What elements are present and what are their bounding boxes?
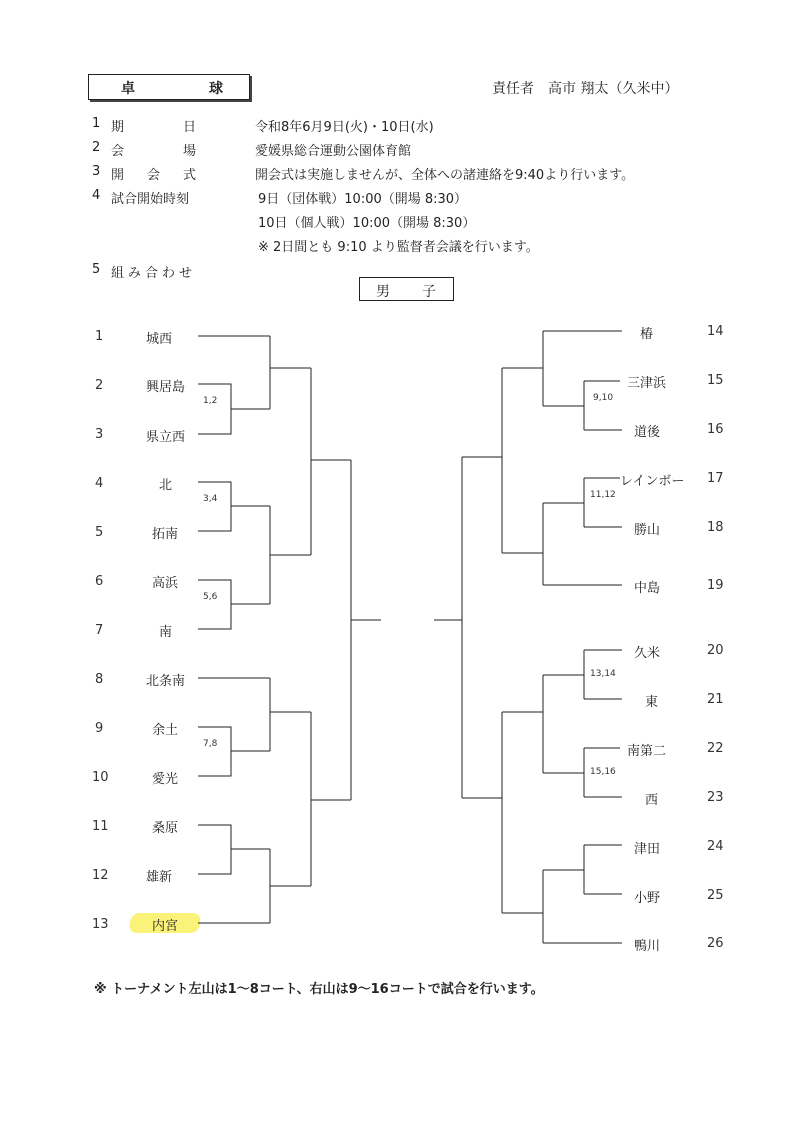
seed-number: 13: [92, 917, 109, 932]
team-name: 興居島: [146, 380, 186, 395]
seed-number: 23: [707, 790, 724, 805]
seed-number: 8: [95, 672, 104, 687]
seed-number: 10: [92, 770, 109, 785]
team-name: 内宮: [152, 919, 179, 934]
info-num-2: 2: [92, 140, 101, 155]
team-name: 椿: [640, 327, 654, 342]
court-label: 5,6: [203, 592, 218, 602]
info-label-bracket: 組み合わせ: [111, 266, 197, 281]
team-name: 勝山: [634, 523, 661, 538]
info-label-date-2: 日: [183, 120, 197, 135]
responsible-person: 責任者 高市 翔太（久米中）: [492, 81, 679, 97]
seed-number: 19: [707, 578, 724, 593]
team-name: 雄新: [146, 870, 173, 885]
sport-title-right: 球: [209, 81, 223, 97]
seed-number: 22: [707, 741, 724, 756]
team-name: 久米: [634, 646, 661, 661]
seed-number: 4: [95, 476, 104, 491]
team-name: 拓南: [152, 527, 179, 542]
court-label: 13,14: [590, 669, 616, 679]
team-name: 中島: [634, 581, 661, 596]
seed-number: 7: [95, 623, 104, 638]
bracket-line: [198, 580, 231, 629]
team-name: 津田: [634, 842, 661, 857]
seed-number: 20: [707, 643, 724, 658]
info-label-date-1: 期: [111, 120, 125, 135]
seed-number: 9: [95, 721, 104, 736]
team-name: 南第二: [627, 744, 667, 759]
info-label-start-time: 試合開始時刻: [111, 192, 190, 207]
bracket-line: [198, 727, 231, 776]
info-label-ceremony-2: 会: [147, 168, 161, 183]
seed-number: 24: [707, 839, 724, 854]
team-name: 県立西: [146, 430, 186, 445]
info-value-date: 令和8年6月9日(火)・10日(水): [255, 120, 434, 135]
info-label-venue-2: 場: [183, 144, 197, 159]
info-label-ceremony-1: 開: [111, 168, 125, 183]
team-name: 南: [159, 625, 173, 640]
court-label: 3,4: [203, 494, 218, 504]
team-name: 桑原: [152, 821, 179, 836]
sport-title-left: 卓: [121, 81, 135, 97]
team-name: 三津浜: [627, 376, 667, 391]
info-num-1: 1: [92, 116, 101, 131]
seed-number: 6: [95, 574, 104, 589]
seed-number: 5: [95, 525, 104, 540]
team-name: 鴨川: [634, 939, 661, 954]
info-num-4: 4: [92, 188, 101, 203]
seed-number: 12: [92, 868, 109, 883]
team-name: 余土: [152, 723, 179, 738]
court-label: 1,2: [203, 396, 218, 406]
team-name: レインボー: [620, 474, 685, 489]
court-label: 11,12: [590, 490, 616, 500]
division-left: 男: [376, 284, 390, 300]
info-value-ceremony: 開会式は実施しませんが、全体への諸連絡を9:40より行います。: [255, 168, 635, 183]
team-name: 道後: [634, 425, 661, 440]
seed-number: 1: [95, 329, 104, 344]
info-label-ceremony-3: 式: [183, 168, 197, 183]
team-name: 高浜: [152, 576, 179, 591]
seed-number: 3: [95, 427, 104, 442]
seed-number: 15: [707, 373, 724, 388]
bracket-line: [198, 482, 231, 531]
info-value-start-day1: 9日（団体戦）10:00（開場 8:30）: [258, 192, 468, 207]
seed-number: 11: [92, 819, 109, 834]
court-label: 7,8: [203, 739, 218, 749]
bracket-line: [198, 384, 231, 434]
seed-number: 21: [707, 692, 724, 707]
seed-number: 16: [707, 422, 724, 437]
seed-number: 26: [707, 936, 724, 951]
court-label: 9,10: [593, 393, 614, 403]
info-note-meeting: ※ 2日間とも 9:10 より監督者会議を行います。: [258, 240, 539, 255]
team-name: 西: [645, 793, 659, 808]
seed-number: 18: [707, 520, 724, 535]
team-name: 愛光: [152, 772, 179, 787]
team-name: 城西: [146, 332, 173, 347]
info-value-venue: 愛媛県総合運動公園体育館: [255, 144, 412, 159]
seed-number: 14: [707, 324, 724, 339]
info-value-start-day2: 10日（個人戦）10:00（開場 8:30）: [258, 216, 476, 231]
footer-note: ※ トーナメント左山は1～8コート、右山は9～16コートで試合を行います。: [94, 982, 544, 997]
seed-number: 25: [707, 888, 724, 903]
info-label-venue-1: 会: [111, 144, 125, 159]
seed-number: 2: [95, 378, 104, 393]
info-num-3: 3: [92, 164, 101, 179]
info-num-5: 5: [92, 262, 101, 277]
seed-number: 17: [707, 471, 724, 486]
team-name: 北: [159, 478, 173, 493]
team-name: 北条南: [146, 674, 186, 689]
bracket-line: [198, 825, 231, 874]
team-name: 東: [645, 695, 659, 710]
division-right: 子: [422, 284, 436, 300]
team-name: 小野: [634, 891, 661, 906]
court-label: 15,16: [590, 767, 616, 777]
